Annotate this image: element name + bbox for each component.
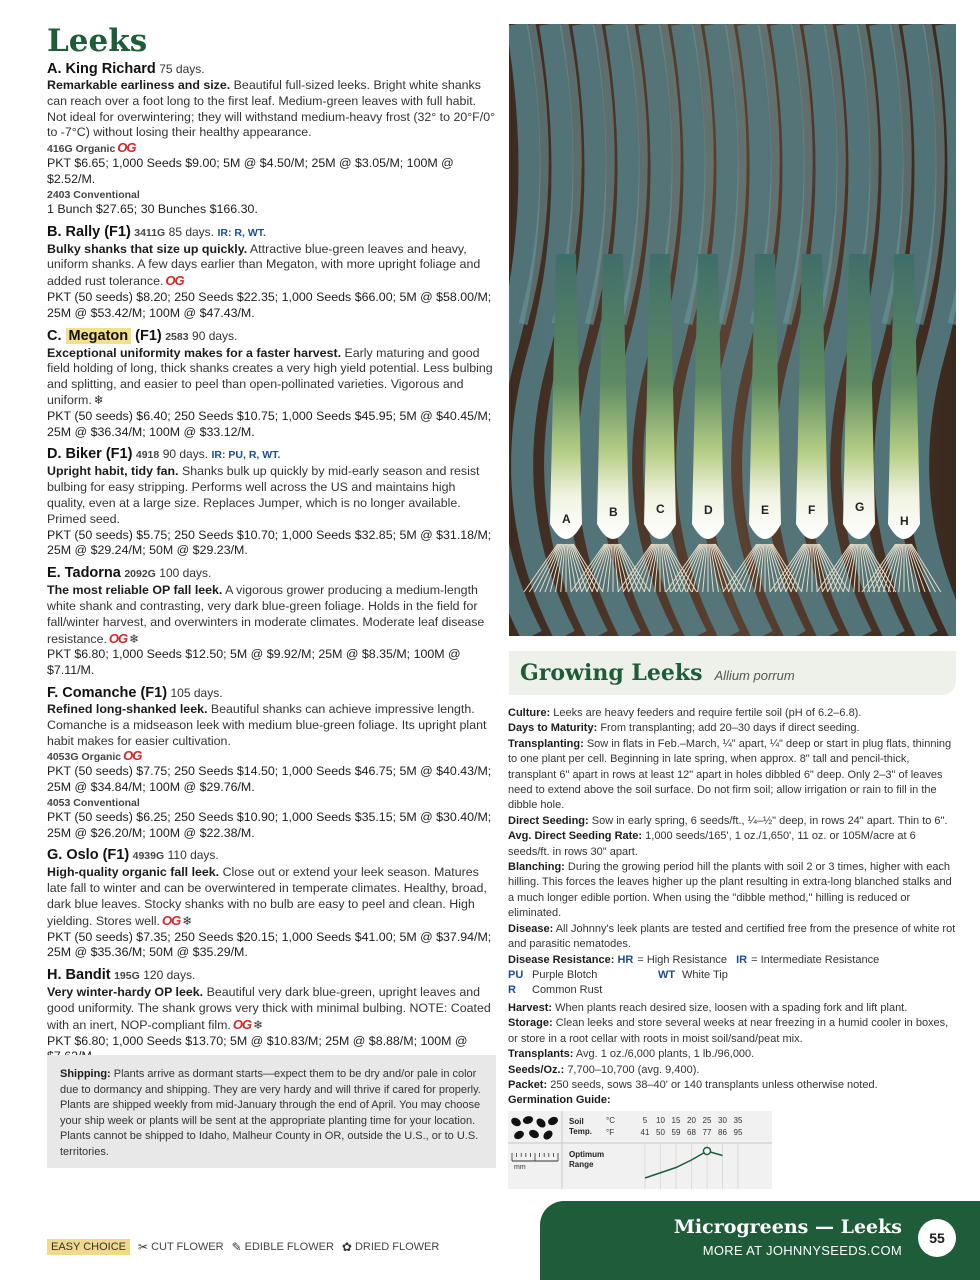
variety-heading xyxy=(47,966,497,985)
variety-entry xyxy=(47,684,497,842)
leek-letter-label: A xyxy=(562,512,571,526)
growing-section-text: Clean leeks and store several weeks at near freezing in a humid cooler in boxes, or store in a root cellar with roots in moist soil/sand/peat mix. xyxy=(508,1017,949,1045)
dr-codes-row xyxy=(508,968,958,983)
variety-desc-text: Beautiful full-sized leeks. Bright white shanks can reach over a foot long to the first leaf. Medium-green leaves with full habit. Not ideal for overwintering; they will withstand medium-heavy frost (32° to 20°F/0° to -7°C) without losing their healthy appearance. xyxy=(47,78,496,140)
dr-code: R xyxy=(508,983,516,996)
variety-letter: C. xyxy=(47,327,66,344)
growing-section-text: All Johnny's leek plants are tested and certified free from the presence of white rot and parasitic nematodes. xyxy=(508,922,956,951)
variety-entry xyxy=(47,966,497,1065)
option-label-text: 2403 Conventional xyxy=(47,188,140,201)
celsius-tick: 20 xyxy=(687,1116,696,1125)
leek-letter-label: E xyxy=(761,503,770,517)
organic-icon: OG xyxy=(232,1016,252,1032)
organic-icon: OG xyxy=(165,273,184,289)
price-line: PKT $6.65; 1,000 Seeds $9.00; 5M @ $4.50/M; 25M @ $3.05/M; 100M @ $2.52/M. xyxy=(47,156,454,186)
growing-section-label: Packet: xyxy=(508,1078,548,1091)
organic-icon: OG xyxy=(108,630,128,646)
option-label-text: 416G Organic xyxy=(47,143,116,156)
growing-section-label: Seeds/Oz.: xyxy=(508,1063,565,1076)
germination-guide xyxy=(508,1111,772,1189)
easy-choice-badge: EASY CHOICE xyxy=(47,1239,130,1255)
price-line: PKT $6.80; 1,000 Seeds $13.70; 5M @ $10.83/M; 25M @ $8.88/M; 100M @ xyxy=(47,1033,468,1048)
growing-section-text: Sow in early spring, 6 seeds/ft., ¼–½" deep, in rows 24" apart. Thin to 6". xyxy=(591,814,948,827)
days-to-maturity: 120 days. xyxy=(143,968,196,983)
variety-name: A. King Richard xyxy=(47,61,156,77)
legend-edible-flower xyxy=(232,1240,334,1254)
varieties-column xyxy=(47,22,497,1070)
growing-section xyxy=(508,1078,958,1093)
disease-resistance-codes: IR: PU, R, WT. xyxy=(211,449,281,462)
celsius-tick: 5 xyxy=(642,1116,648,1125)
celsius-tick: 30 xyxy=(718,1116,727,1125)
footer-section-title: Microgreens — Leeks xyxy=(673,1216,902,1238)
variety-name: B. Rally (F1) xyxy=(47,223,131,240)
page-title: Leeks xyxy=(47,23,148,59)
footer-tab xyxy=(540,1201,980,1280)
growing-section xyxy=(508,1001,958,1016)
price-line: PKT (50 seeds) $7.75; 250 Seeds $14.50; 1,000 Seeds $46.75; 5M @ $40.43/M; 25M @ $34.84/M; 100M @ $29.76/M. xyxy=(47,764,492,795)
scissors-icon: ✂ xyxy=(138,1240,149,1254)
variety-lead: Very winter-hardy OP leek. xyxy=(47,985,204,1000)
variety-desc-text: Beautiful very dark blue-green, upright leaves and good uniformity. The shank grows very thick with minimal bulbing. NOTE: Coated with an inert, NOP-compliant film. xyxy=(47,985,491,1032)
growing-title: Growing Leeks xyxy=(520,660,703,686)
variety-lead: Remarkable earliness and size. xyxy=(47,78,231,92)
variety-heading xyxy=(47,60,497,78)
growing-section xyxy=(508,1016,958,1047)
variety-lead: High-quality organic fall leek. xyxy=(47,865,220,880)
growing-section xyxy=(508,1047,958,1062)
soil-temp-label: Soil xyxy=(569,1117,584,1126)
price-line: PKT (50 seeds) $7.35; 250 Seeds $20.15; 1,000 Seeds $41.00; 5M @ $37.94/M; 25M @ $35.36/M; 50M @ $35.29/M. xyxy=(47,929,492,960)
variety-desc-text: Early maturing and good field holding of long, thick shanks creates a very high yield potential. Less bulbing and splitting, and easier to peel than open-pollinated varieties. Vigorous and uniform. xyxy=(47,345,493,407)
growing-section-text: From transplanting; add 20–30 days if direct seeding. xyxy=(600,722,860,735)
growing-section-text: When plants reach desired size, loosen with a spading fork and lift plant. xyxy=(555,1001,908,1014)
legend-dried-flower xyxy=(342,1240,439,1254)
dr-label: Disease Resistance: xyxy=(508,953,615,966)
variety-description xyxy=(47,346,497,409)
growing-section-text: 7,700–10,700 (avg. 9,400). xyxy=(567,1063,700,1076)
celsius-tick: 35 xyxy=(733,1116,743,1125)
leek-letter-label: G xyxy=(855,500,865,514)
leek-letter-label: B xyxy=(609,505,618,519)
product-code: 4918 xyxy=(135,449,160,462)
days-to-maturity: 105 days. xyxy=(170,685,223,700)
growing-section-text: During the growing period hill the plants with soil 2 or 3 times, higher with each hilling. This forces the leaves higher up the plant resulting in extra-long blanched stalks and a much longer edible portion. When using the "dibble method," hilling is reduced or eliminated. xyxy=(508,861,952,920)
germination-chart xyxy=(508,1111,772,1189)
variety-lead: Bulky shanks that size up quickly. xyxy=(47,241,248,256)
growing-section xyxy=(508,737,958,814)
shipping-text: Plants arrive as dormant starts—expect them to be dry and/or pale in color due to dormancy and shipping. They are very hardy and will thrive if cared for properly. Plants are shipped weekly from mid-January through the end of April. You may choose your ship week or plants will be sent at the appropriate planting time for your location. Plants cannot be shipped to Idaho, Malheur County in OR, outside the U.S., or to U.S. territories. xyxy=(60,1068,481,1158)
variety-name-highlight: Megaton xyxy=(66,328,132,344)
fahrenheit-tick: 68 xyxy=(687,1128,696,1137)
celsius-tick: 10 xyxy=(656,1116,665,1125)
variety-desc-text: Beautiful shanks can achieve impressive length. Comanche is a midseason leek with medium blue-green foliage. Its upright plant habit makes for easier cultivation. xyxy=(47,701,487,748)
variety-heading xyxy=(47,846,497,865)
optimum-peak-marker xyxy=(704,1148,711,1155)
fahrenheit-label: °F xyxy=(606,1128,615,1137)
growing-section-label: Blanching: xyxy=(508,861,565,874)
days-to-maturity: 90 days. xyxy=(162,447,209,462)
variety-description xyxy=(47,583,497,647)
celsius-tick: 25 xyxy=(702,1116,712,1125)
growing-section-label: Storage: xyxy=(508,1017,553,1030)
product-code: 2092G xyxy=(124,568,156,581)
leek-letter-label: D xyxy=(704,503,713,517)
variety-heading xyxy=(47,327,497,346)
price-line: PKT (50 seeds) $5.75; 250 Seeds $10.70; 1,000 Seeds $32.85; 5M @ $31.18/M; 25M @ $29.24/M; 50M @ $29.23/M. xyxy=(47,527,492,558)
variety-description xyxy=(47,702,497,749)
dr-codes-row xyxy=(508,983,958,998)
organic-icon: OG xyxy=(123,748,142,764)
variety-name: D. Biker (F1) xyxy=(47,446,133,463)
dr-hr-text: = High Resistance xyxy=(637,953,727,966)
variety-description xyxy=(47,464,497,527)
growing-info xyxy=(508,706,958,1109)
leek-letter-label: C xyxy=(656,502,665,516)
variety-heading xyxy=(47,445,497,464)
organic-icon: OG xyxy=(117,140,136,156)
shipping-note xyxy=(47,1055,496,1168)
footer-website-link[interactable]: MORE AT JOHNNYSEEDS.COM xyxy=(702,1243,902,1258)
variety-lead: The most reliable OP fall leek. xyxy=(47,583,223,598)
variety-description xyxy=(47,865,497,929)
variety-entry xyxy=(47,846,497,961)
leeks-photo-illustration xyxy=(509,24,956,636)
growing-section xyxy=(508,814,958,829)
growing-section-label: Direct Seeding: xyxy=(508,814,589,827)
growing-section xyxy=(508,860,958,922)
variety-heading xyxy=(47,684,497,702)
variety-entry xyxy=(47,327,497,441)
legend-label: CUT FLOWER xyxy=(151,1241,224,1253)
organic-icon: OG xyxy=(161,912,181,928)
variety-entry xyxy=(47,60,497,218)
overwinter-icon: ❄ xyxy=(253,1017,264,1032)
overwinter-icon: ❄ xyxy=(182,913,193,928)
growing-latin-name: Allium porrum xyxy=(714,667,795,683)
disease-resistance xyxy=(508,953,958,998)
variety-entry xyxy=(47,564,497,679)
growing-section-text: Leeks are heavy feeders and require fertile soil (pH of 6.2–6.8). xyxy=(553,707,862,719)
growing-section xyxy=(508,829,958,860)
price-line: PKT (50 seeds) $8.20; 250 Seeds $22.35; 1,000 Seeds $66.00; 5M @ $58.00/M; 25M @ $53.42/M; 100M @ $47.43/M. xyxy=(47,289,492,320)
option-label-text: 4053 Conventional xyxy=(47,796,140,809)
price-line: PKT (50 seeds) $6.40; 250 Seeds $10.75; 1,000 Seeds $45.95; 5M @ $40.45/M; 25M @ $36.34/M; 100M @ $33.12/M. xyxy=(47,408,492,439)
growing-section-label: Avg. Direct Seeding Rate: xyxy=(508,830,643,843)
optimum-label: Optimum xyxy=(569,1150,605,1159)
growing-section xyxy=(508,922,958,953)
growing-section-label: Culture: xyxy=(508,707,551,719)
growing-section-label: Disease: xyxy=(508,922,554,935)
growing-banner xyxy=(509,651,956,695)
growing-section-text: 1,000 seeds/165', 1 oz./1,650', 11 oz. or 105M/acre at 6 seeds/ft. in rows 30" apart. xyxy=(508,830,916,858)
option-label xyxy=(47,749,497,764)
variety-name: E. Tadorna xyxy=(47,565,121,582)
shipping-label: Shipping: xyxy=(60,1068,111,1080)
variety-entry xyxy=(47,445,497,559)
product-code: 3411G xyxy=(134,226,166,239)
overwinter-icon: ❄ xyxy=(129,631,140,646)
days-to-maturity: 85 days. xyxy=(168,224,215,239)
variety-name: G. Oslo (F1) xyxy=(47,847,130,864)
product-code: 195G xyxy=(114,970,140,983)
price-line: PKT (50 seeds) $6.25; 250 Seeds $10.90; 1,000 Seeds $35.15; 5M @ $30.40/M; 25M @ $26.20/M; 100M @ $22.38/M. xyxy=(47,809,492,840)
dr-code-name: Common Rust xyxy=(532,983,603,996)
growing-sections-2 xyxy=(508,1001,958,1109)
days-to-maturity: 75 days. xyxy=(159,62,205,76)
product-code: 2583 xyxy=(165,330,189,343)
dr-hr-code: HR xyxy=(617,953,634,966)
variety-suffix: (F1) xyxy=(131,327,162,344)
variety-list xyxy=(47,60,497,1065)
variety-lead: Upright habit, tidy fan. xyxy=(47,464,179,479)
days-to-maturity: 110 days. xyxy=(167,848,219,863)
variety-description xyxy=(47,78,497,141)
growing-section xyxy=(508,706,958,721)
dr-code-name: Purple Blotch xyxy=(532,968,598,981)
dr-code: WT xyxy=(658,968,676,981)
disease-resistance-codes: IR: R, WT. xyxy=(217,226,266,239)
variety-lead: Exceptional uniformity makes for a faster harvest. xyxy=(47,345,342,360)
variety-name xyxy=(47,328,162,344)
variety-entry xyxy=(47,223,497,322)
dr-code-name: White Tip xyxy=(682,968,728,981)
days-to-maturity: 90 days. xyxy=(192,328,238,343)
soil-temp-label: Temp. xyxy=(569,1127,592,1136)
growing-section-text: Avg. 1 oz./6,000 plants, 1 lb./96,000. xyxy=(575,1048,755,1061)
price-line: 1 Bunch $27.65; 30 Bunches $166.30. xyxy=(47,201,258,216)
mm-label: mm xyxy=(514,1164,526,1171)
variety-name: H. Bandit xyxy=(47,967,111,984)
variety-lead: Refined long-shanked leek. xyxy=(47,701,208,716)
variety-description xyxy=(47,242,497,290)
fahrenheit-tick: 59 xyxy=(671,1128,681,1137)
dried-flower-icon: ✿ xyxy=(341,1240,352,1254)
growing-section-text: 250 seeds, sows 38–40' or 140 transplants unless otherwise noted. xyxy=(550,1078,878,1091)
dr-ir-text: = Intermediate Resistance xyxy=(751,953,880,966)
variety-description xyxy=(47,985,497,1033)
option-label xyxy=(47,188,497,202)
variety-heading xyxy=(47,223,497,242)
growing-section-text: Sow in flats in Feb.–March, ¼" apart, ¼" deep or start in plug flats, thinning to one plant per cell. Beginning in late spring, when approx. 8" tall and pencil-thick, transplant 6" apart in rows at least 12" apart in holes dibbled 6" deep. Only 2–3" of leaves need to extend above the soil surface. Do not firm soil; allow irrigation or rain to fill in the dibble hole. xyxy=(508,737,952,812)
days-to-maturity: 100 days. xyxy=(159,566,212,581)
variety-desc-text: Close out or extend your leek season. Matures late fall to winter and can be overwintered in temperate climates. Healthy, broad, dark blue leaves. Stocky shanks with no bulb are easy to peel and clean. High yielding. Stores well. xyxy=(47,865,487,928)
celsius-tick: 15 xyxy=(671,1116,681,1125)
variety-desc-text: A vigorous grower producing a medium-length white shank and contrasting, very dark blue-green foliage. Holds in the field for fall/winter harvest, and overwinters in moderate climates. Moderate leaf disease resistance. xyxy=(47,583,485,646)
fahrenheit-tick: 50 xyxy=(656,1128,665,1137)
option-label xyxy=(47,796,497,810)
growing-section-label: Germination Guide: xyxy=(508,1094,611,1107)
overwinter-icon: ❄ xyxy=(93,392,104,407)
edible-flower-icon: ✎ xyxy=(231,1240,242,1254)
fahrenheit-tick: 41 xyxy=(640,1128,650,1137)
legend-cut-flower xyxy=(138,1240,224,1254)
option-label xyxy=(47,141,497,156)
growing-section-label: Transplanting: xyxy=(508,737,584,750)
leeks-photo xyxy=(509,24,956,636)
dr-ir-code: IR xyxy=(736,953,748,966)
legend-label: DRIED FLOWER xyxy=(354,1241,440,1253)
fahrenheit-tick: 77 xyxy=(702,1128,712,1137)
growing-section xyxy=(508,1093,958,1108)
variety-heading xyxy=(47,564,497,583)
variety-desc-text: Attractive blue-green leaves and heavy, uniform shanks. A few days earlier than Megaton, with more upright foliage and added rust tolerance. xyxy=(47,241,481,289)
legend-label: EDIBLE FLOWER xyxy=(244,1241,334,1253)
option-label-text: 4053G Organic xyxy=(47,751,122,764)
growing-section xyxy=(508,721,958,736)
page-number: 55 xyxy=(918,1219,956,1257)
product-code: 4939G xyxy=(132,850,165,863)
germination-background xyxy=(508,1111,772,1189)
growing-sections xyxy=(508,706,958,953)
growing-section xyxy=(508,1063,958,1078)
fahrenheit-tick: 86 xyxy=(718,1128,727,1137)
optimum-label: Range xyxy=(569,1160,594,1169)
growing-section-label: Harvest: xyxy=(508,1001,553,1014)
growing-section-label: Days to Maturity: xyxy=(508,722,598,735)
leek-letter-label: F xyxy=(808,503,816,517)
fahrenheit-tick: 95 xyxy=(733,1128,743,1137)
celsius-label: °C xyxy=(606,1116,615,1125)
dr-code: PU xyxy=(508,968,524,981)
variety-desc-text: Shanks bulk up quickly by mid-early season and resist bulbing for easy stripping. Performs well across the US and maintains high quality, even at a large size. Replaces Jumper, which is no longer available. Primed seed. xyxy=(47,464,480,526)
price-line: PKT $6.80; 1,000 Seeds $12.50; 5M @ $9.92/M; 25M @ $8.35/M; 100M @ $7.11/M. xyxy=(47,647,461,678)
footer-legend xyxy=(47,1238,439,1256)
growing-section-label: Transplants: xyxy=(508,1048,574,1061)
variety-name: F. Comanche (F1) xyxy=(47,684,168,701)
leek-letter-label: H xyxy=(900,514,909,528)
